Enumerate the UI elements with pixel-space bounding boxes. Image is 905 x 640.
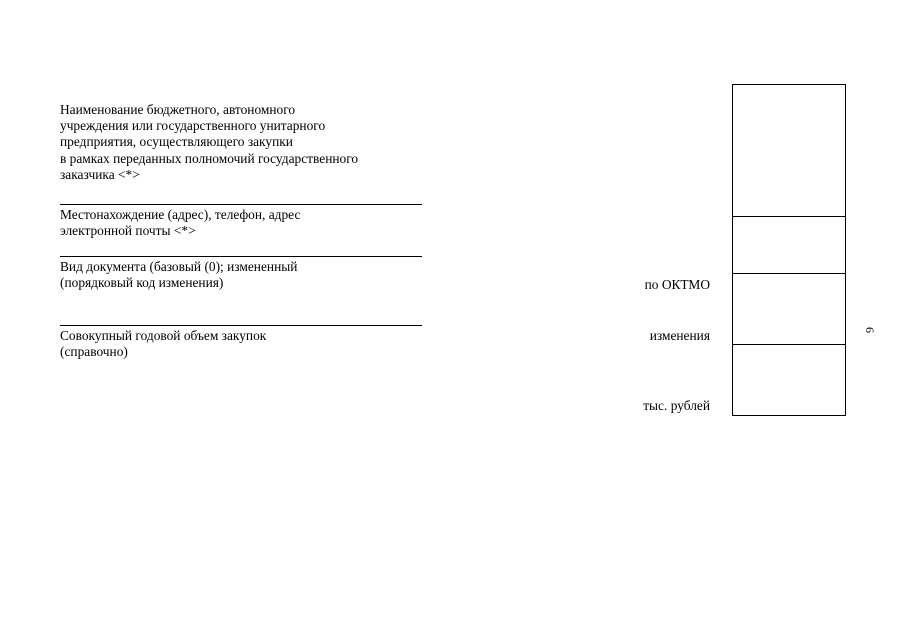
field-underline-institution-name [60,204,422,205]
field-label-institution-name: Наименование бюджетного, автономного учреждения или государственного унитарного предприятия, осуществляющего закупки в рамках переданных полномочий государственного заказчика <*> [60,102,359,182]
field-label-location: Местонахождение (адрес), телефон, адрес электронной почты <*> [60,207,301,239]
code-box-institution [732,84,846,217]
field-label-document-type: Вид документа (базовый (0); измененный (порядковый код изменения) [60,259,298,291]
field-underline-document-type [60,325,422,326]
label-change: изменения [649,328,710,343]
field-underline-location [60,256,422,257]
code-box-location [732,216,846,274]
field-label-annual-volume: Совокупный годовой объем закупок (справочно) [60,328,267,360]
code-box-volume [732,344,846,416]
page-number: 6 [863,327,877,333]
code-box-oktmo [732,273,846,345]
label-oktmo: по ОКТМО [644,277,710,292]
label-units: тыс. рублей [643,398,710,413]
